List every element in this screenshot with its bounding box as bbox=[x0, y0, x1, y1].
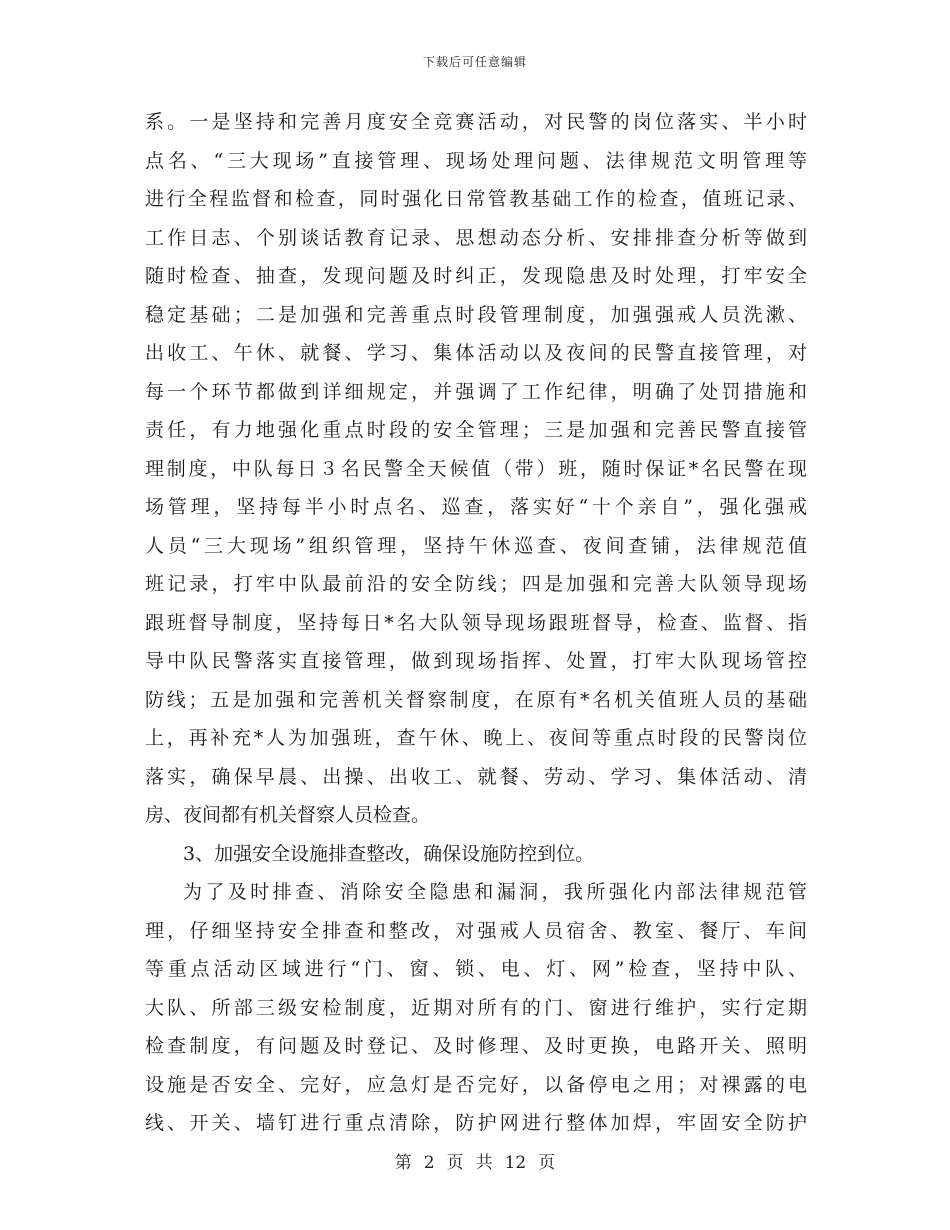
text-line: 等重点活动区域进行“门、窗、锁、电、灯、网”检查，坚持中队、 bbox=[145, 958, 807, 980]
text-line: 导中队民警落实直接管理，做到现场指挥、处置，打牢大队现场管控 bbox=[145, 650, 807, 672]
page-header: 下载后可任意编辑 bbox=[422, 55, 527, 69]
text-line: 稳定基础；二是加强和完善重点时段管理制度，加强强戒人员洗漱、 bbox=[145, 303, 807, 326]
text-line: 每一个环节都做到详细规定，并强调了工作纪律，明确了处罚措施和 bbox=[145, 380, 807, 403]
total-pages-number: 12 bbox=[504, 1153, 527, 1173]
text-line: 系。一是坚持和完善月度安全竞赛活动，对民警的岗位落实、半小时 bbox=[145, 111, 807, 133]
text-line: 大队、所部三级安检制度，近期对所有的门、窗进行维护，实行定期 bbox=[145, 996, 807, 1019]
page-footer bbox=[0, 1148, 950, 1173]
text-line: 检查制度，有问题及时登记、及时修理、及时更换，电路开关、照明 bbox=[145, 1035, 807, 1057]
text-line: 房、夜间都有机关督察人员检查。 bbox=[145, 804, 431, 826]
text-line: 上，再补充*人为加强班，查午休、晚上、夜间等重点时段的民警岗位 bbox=[145, 727, 807, 749]
text-line: 工作日志、个别谈话教育记录、思想动态分析、安排排查分析等做到 bbox=[145, 226, 807, 249]
text-line: 出收工、午休、就餐、学习、集体活动以及夜间的民警直接管理，对 bbox=[145, 342, 807, 364]
page-label: 页 bbox=[446, 1153, 464, 1173]
text-line: 进行全程监督和检查，同时强化日常管教基础工作的检查，值班记录、 bbox=[145, 188, 807, 210]
text-line: 防线；五是加强和完善机关督察制度，在原有*名机关值班人员的基础 bbox=[145, 688, 807, 711]
text-line: 线、开关、墙钉进行重点清除，防护网进行整体加焊，牢固安全防护 bbox=[145, 1112, 807, 1134]
total-label: 共 bbox=[475, 1153, 493, 1173]
text-line: 理，仔细坚持安全排查和整改，对强戒人员宿舍、教室、餐厅、车间 bbox=[145, 919, 807, 942]
text-line: 班记录，打牢中队最前沿的安全防线；四是加强和完善大队领导现场 bbox=[145, 573, 807, 595]
text-line: 责任，有力地强化重点时段的安全管理；三是加强和完善民警直接管 bbox=[145, 419, 807, 441]
text-line: 场管理，坚持每半小时点名、巡查，落实好“十个亲自”，强化强戒 bbox=[145, 496, 807, 518]
text-line: 为了及时排查、消除安全隐患和漏洞，我所强化内部法律规范管 bbox=[183, 881, 807, 903]
text-line: 设施是否安全、完好，应急灯是否完好，以备停电之用；对裸露的电 bbox=[145, 1073, 807, 1096]
section-heading: 3、加强安全设施排查整改，确保设施防控到位。 bbox=[183, 842, 595, 865]
text-line: 人员“三大现场”组织管理，坚持午休巡查、夜间查铺，法律规范值 bbox=[145, 534, 807, 557]
text-line: 落实，确保早晨、出操、出收工、就餐、劳动、学习、集体活动、清 bbox=[145, 765, 807, 788]
text-line: 跟班督导制度，坚持每日*名大队领导现场跟班督导，检查、监督、指 bbox=[145, 611, 807, 634]
document-body bbox=[145, 103, 807, 1143]
current-page-number: 2 bbox=[423, 1153, 435, 1173]
text-line: 点名、“三大现场”直接管理、现场处理问题、法律规范文明管理等 bbox=[145, 149, 807, 172]
page-label-prefix: 第 bbox=[394, 1153, 412, 1173]
page-label-suffix: 页 bbox=[538, 1153, 556, 1173]
text-line: 理制度，中队每日３名民警全天候值（带）班，随时保证*名民警在现 bbox=[145, 457, 807, 480]
text-line: 随时检查、抽查，发现问题及时纠正，发现隐患及时处理，打牢安全 bbox=[145, 265, 807, 287]
